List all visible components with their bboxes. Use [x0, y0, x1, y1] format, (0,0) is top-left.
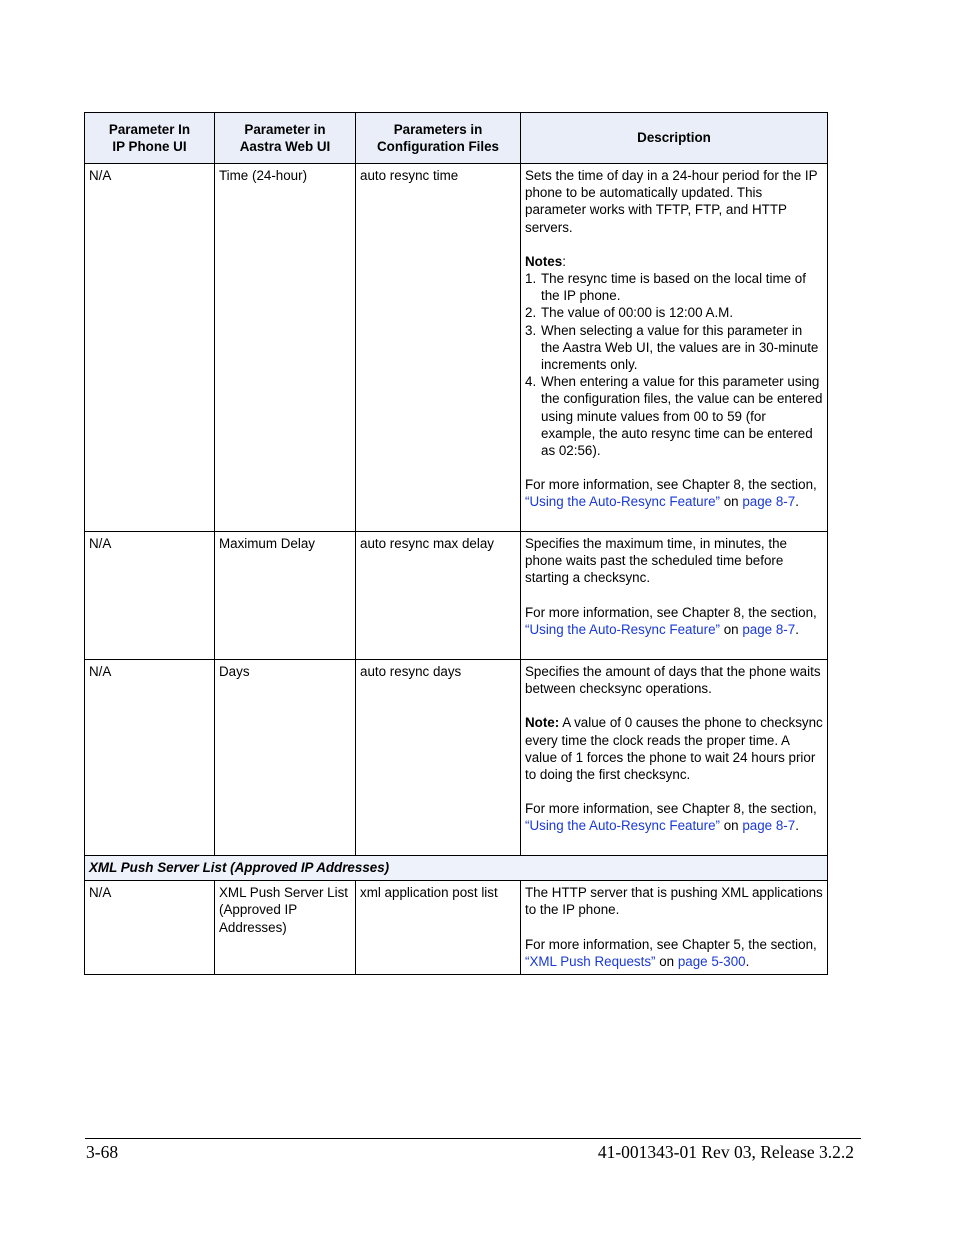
header-description: Description — [521, 113, 828, 164]
table-row — [85, 660, 828, 856]
more-info-text: For more information, see Chapter 5, the section, “XML Push Requests” on page 5-300. — [525, 936, 817, 969]
cell-phone-ui: N/A — [85, 164, 215, 532]
cell-phone-ui: N/A — [85, 532, 215, 660]
cell-config: xml application post list — [356, 881, 521, 975]
description-text: Sets the time of day in a 24-hour period for the IP phone to be automatically updated. This parameter works with TFTP, FTP, and HTTP servers. — [525, 168, 818, 235]
section-link[interactable]: “Using the Auto-Resync Feature” — [525, 818, 720, 834]
page-link[interactable]: page 8-7 — [742, 818, 796, 834]
cell-phone-ui: N/A — [85, 881, 215, 975]
note-text: Note: A value of 0 causes the phone to checksync every time the clock reads the proper time. A value of 1 forces the phone to wait 24 hours prior to doing the first checksync. — [525, 715, 823, 783]
table-row — [85, 164, 828, 532]
cell-description — [521, 164, 828, 532]
cell-description — [521, 881, 828, 975]
cell-phone-ui: N/A — [85, 660, 215, 856]
section-link[interactable]: “XML Push Requests” — [525, 953, 656, 969]
notes-list — [525, 270, 823, 459]
section-row — [85, 856, 828, 881]
list-item: 3. When selecting a value for this parameter in the Aastra Web UI, the values are in 30-minute increments only. — [525, 322, 819, 373]
document-info: 41-001343-01 Rev 03, Release 3.2.2 — [597, 1142, 854, 1162]
cell-web-ui: Days — [215, 660, 356, 856]
list-item: 1. The resync time is based on the local time of the IP phone. — [525, 271, 806, 304]
header-phone-ui: Parameter In IP Phone UI — [85, 113, 215, 164]
section-title: XML Push Server List (Approved IP Addresses) — [85, 856, 828, 881]
list-item: 4. When entering a value for this parameter using the configuration files, the value can be entered using minute values from 00 to 59 (for example, the auto resync time can be entered as 02:56). — [525, 374, 823, 459]
cell-description — [521, 660, 828, 856]
page-link[interactable]: page 8-7 — [742, 494, 796, 510]
cell-web-ui: Time (24-hour) — [215, 164, 356, 532]
cell-config: auto resync max delay — [356, 532, 521, 660]
more-info-text: For more information, see Chapter 8, the section, “Using the Auto-Resync Feature” on page 8-7. — [525, 604, 817, 637]
table-row — [85, 532, 828, 660]
footer-divider — [85, 1138, 861, 1139]
section-link[interactable]: “Using the Auto-Resync Feature” — [525, 494, 720, 510]
description-text: Specifies the maximum time, in minutes, the phone waits past the scheduled time before starting a checksync. — [525, 536, 787, 586]
cell-config: auto resync days — [356, 660, 521, 856]
description-text: The HTTP server that is pushing XML applications to the IP phone. — [525, 885, 823, 918]
section-link[interactable]: “Using the Auto-Resync Feature” — [525, 621, 720, 637]
page-link[interactable]: page 5-300 — [677, 953, 746, 969]
list-item: 2. The value of 00:00 is 12:00 A.M. — [525, 305, 734, 321]
description-text: Specifies the amount of days that the phone waits between checksync operations. — [525, 664, 821, 697]
header-web-ui: Parameter in Aastra Web UI — [215, 113, 356, 164]
table-row — [85, 881, 828, 975]
parameters-table — [84, 112, 828, 975]
more-info-text: For more information, see Chapter 8, the section, “Using the Auto-Resync Feature” on page 8-7. — [525, 477, 817, 510]
cell-web-ui: Maximum Delay — [215, 532, 356, 660]
notes-heading: Notes: — [525, 253, 566, 269]
more-info-text: For more information, see Chapter 8, the section, “Using the Auto-Resync Feature” on page 8-7. — [525, 801, 817, 834]
cell-config: auto resync time — [356, 164, 521, 532]
page-link[interactable]: page 8-7 — [742, 621, 796, 637]
page-number: 3-68 — [86, 1142, 119, 1162]
header-config-files: Parameters in Configuration Files — [356, 113, 521, 164]
table-header-row — [85, 113, 828, 164]
cell-web-ui: XML Push Server List (Approved IP Addresses) — [215, 881, 356, 975]
cell-description — [521, 532, 828, 660]
